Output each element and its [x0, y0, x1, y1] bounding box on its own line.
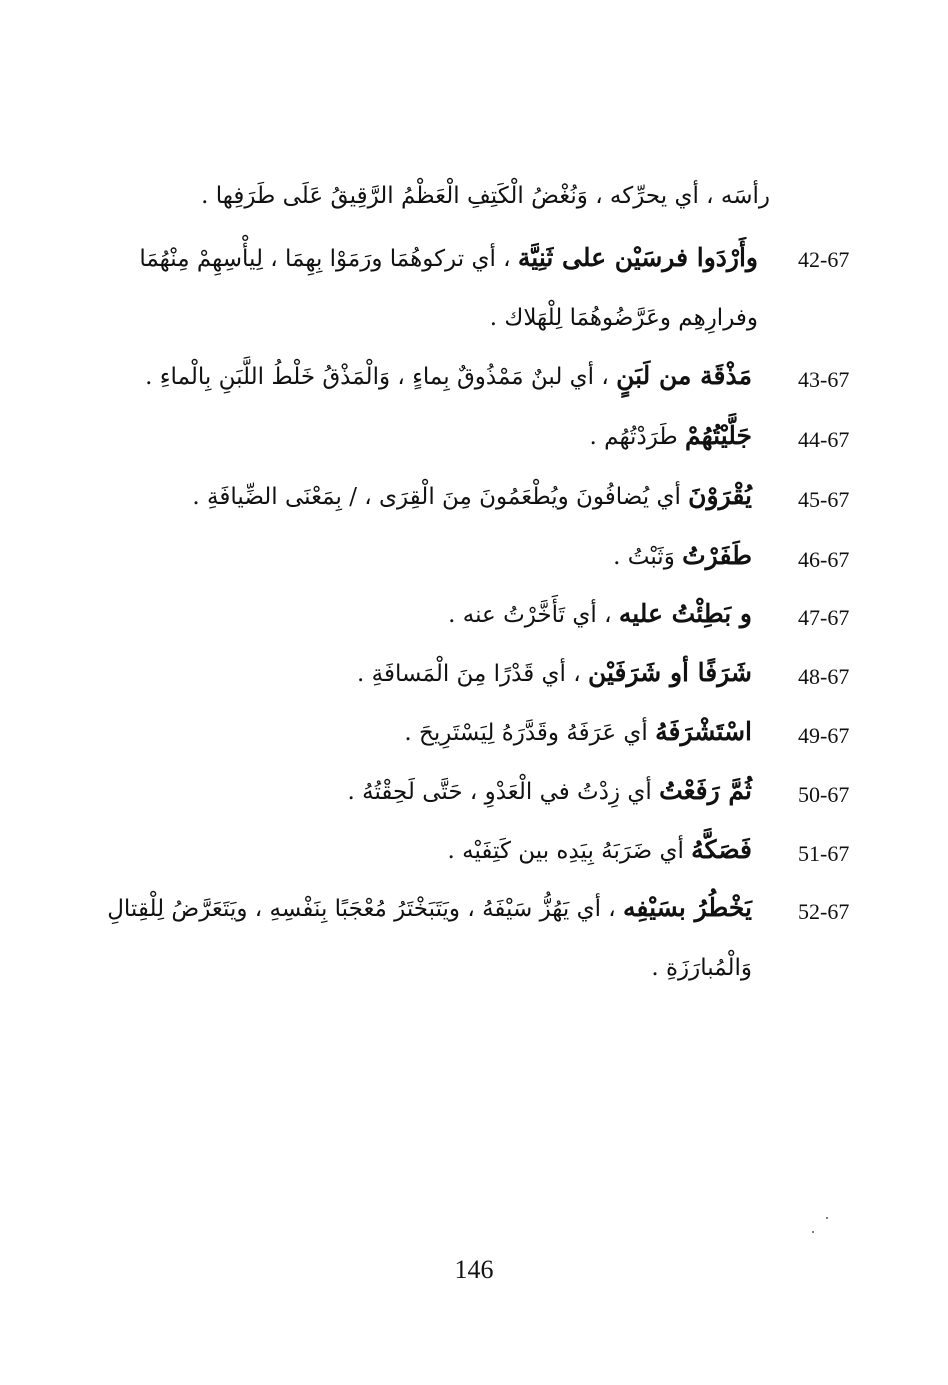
entry-headword: ثُمَّ رَفَعْتُ: [659, 776, 752, 805]
entry-headword: وأَرْدَوا فرسَيْن على ثَنِيَّة: [517, 243, 758, 272]
entry-number: 50-67: [798, 782, 850, 807]
entry-gloss: وَثَبْتُ .: [613, 544, 683, 570]
entry-gloss: أي عَرَفَهُ وقَدَّرَهُ لِيَسْتَرِيحَ .: [404, 720, 656, 746]
page-number: 146: [454, 1255, 494, 1284]
entry-headword: طَفَرْتُ: [682, 541, 752, 570]
entry-number: 43-67: [798, 367, 850, 392]
entry-headword: يُقْرَوْنَ: [688, 481, 752, 510]
entry-continuation: [490, 298, 758, 338]
entry-line: [613, 536, 752, 577]
entry-headword: مَذْقَة من لَبَنٍ: [616, 361, 752, 390]
entry-gloss: رأسَه ، أي يحرِّكه ، وَنُغْضُ الْكَتِفِ الْعَظْمُ الرَّقِيقُ عَلَى طَرَفِها .: [201, 183, 770, 209]
entry-line: [145, 356, 752, 397]
entry-line: [590, 416, 752, 457]
entry-gloss: أي زِدْتُ في الْعَدْوِ ، حَتَّى لَحِقْتُهُ .: [347, 779, 660, 805]
entry-line: [348, 771, 752, 812]
entry-continuation: [201, 176, 770, 216]
entry-line: [404, 712, 752, 753]
entry-number: 48-67: [798, 664, 850, 689]
entry-number: 42-67: [798, 247, 850, 272]
entry-headword: شَرَفًا أو شَرَفَيْن: [587, 658, 752, 687]
entry-gloss: طَرَدْتُهُم .: [589, 424, 686, 450]
entry-gloss: وَالْمُبارَزَةِ .: [651, 955, 752, 981]
entry-headword: يَخْطُرُ بسَيْفِه: [623, 893, 752, 922]
entry-line: [107, 888, 752, 929]
entry-gloss: ، أي تركوهُمَا ورَمَوْا بِهِمَا ، لِيأْسِهِمْ مِنْهُمَا: [139, 246, 518, 272]
entry-number: 46-67: [798, 547, 850, 572]
scan-speck: [812, 1231, 814, 1233]
entry-number: 45-67: [798, 487, 850, 512]
entry-headword: فَصَكَّهُ: [691, 835, 752, 864]
entry-gloss: وفرارِهِم وعَرَّضُوهُمَا لِلْهَلاك .: [489, 305, 758, 331]
entry-line: [448, 830, 752, 871]
entry-line: [448, 594, 752, 635]
scan-speck: [826, 1217, 828, 1219]
entry-number: 51-67: [798, 841, 850, 866]
entry-headword: جَلَّيْتُهُمْ: [685, 421, 752, 450]
entry-headword: اسْتَشْرَفَهُ: [655, 717, 752, 746]
entry-line: [357, 653, 752, 694]
entry-continuation: [651, 948, 752, 988]
entry-line: [139, 238, 758, 279]
entry-number: 47-67: [798, 605, 850, 630]
entry-line: [192, 476, 752, 517]
entry-gloss: ، أي قَدْرًا مِنَ الْمَسافَةِ .: [357, 661, 588, 687]
entry-headword: و بَطِئْتُ عليه: [618, 599, 752, 628]
entry-number: 44-67: [798, 427, 850, 452]
entry-gloss: أي ضَرَبَهُ بِيَدِه بين كَتِفَيْه .: [447, 838, 692, 864]
entry-gloss: ، أي يَهُزُّ سَيْفَهُ ، ويَتَبَخْتَرُ مُعْجَبًا بِنَفْسِهِ ، ويَتَعَرَّضُ لِلْقِتالِ: [107, 896, 624, 922]
entry-gloss: ، أي لبنٌ مَمْذُوقٌ بِماءٍ ، وَالْمَذْقُ خَلْطُ اللَّبَنِ بِالْماءِ .: [145, 364, 617, 390]
entry-gloss: أي يُضافُونَ ويُطْعَمُونَ مِنَ الْقِرَى ، / بِمَعْنَى الضِّيافَةِ .: [192, 484, 689, 510]
entry-gloss: ، أي تَأَخَّرْتُ عنه .: [448, 602, 619, 628]
entry-number: 49-67: [798, 723, 850, 748]
entry-number: 52-67: [798, 899, 850, 924]
